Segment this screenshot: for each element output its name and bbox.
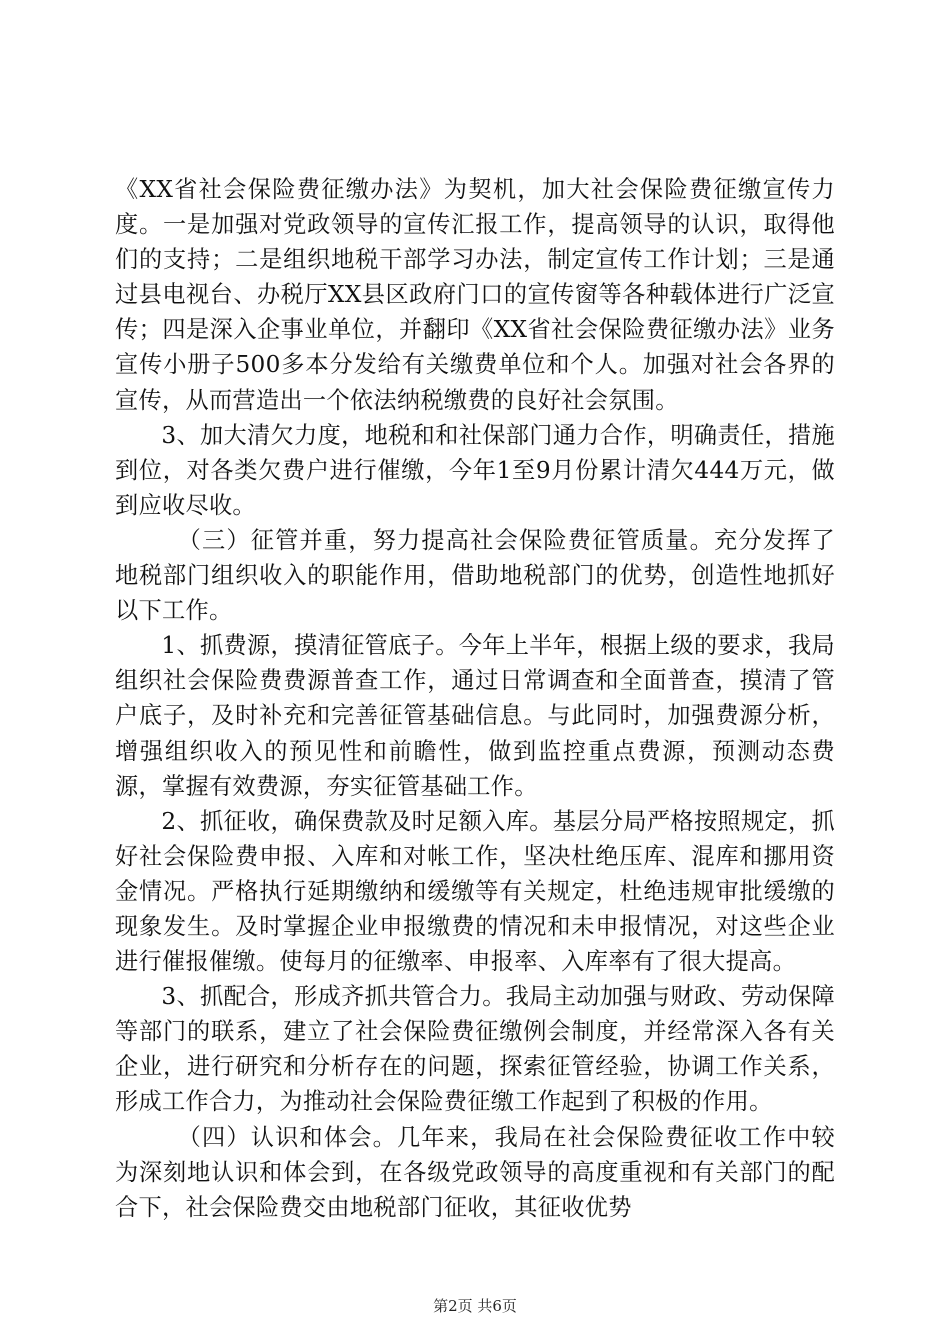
paragraph-section-4: （四）认识和体会。几年来，我局在社会保险费征收工作中较为深刻地认识和体会到，在各级党政领导的高度重视和有关部门的配合下，社会保险费交由地税部门征收，其征收优势 (115, 1123, 835, 1221)
paragraph-section-3: （三）征管并重，努力提高社会保险费征管质量。充分发挥了地税部门组织收入的职能作用，借助地税部门的优势，创造性地抓好以下工作。 (115, 526, 835, 625)
paragraph-item-3-arrears: 3、加大清欠力度，地税和和社保部门通力合作，明确责任，措施到位，对各类欠费户进行催缴，今年1至9月份累计清欠444万元，做到应收尽收。 (115, 421, 835, 519)
document-body (115, 172, 835, 1225)
paragraph-item-2-collection: 2、抓征收，确保费款及时足额入库。基层分局严格按照规定，抓好社会保险费申报、入库和对帐工作，坚决杜绝压库、混库和挪用资金情况。严格执行延期缴纳和缓缴等有关规定，杜绝违规审批缓缴的现象发生。及时掌握企业申报缴费的情况和未申报情况，对这些企业进行催报催缴。使每月的征缴率、申报率、入库率有了很大提高。 (115, 807, 835, 976)
paragraph-continuation: 《XX省社会保险费征缴办法》为契机，加大社会保险费征缴宣传力度。一是加强对党政领导的宣传汇报工作，提高领导的认识，取得他们的支持；二是组织地税干部学习办法，制定宣传工作计划；三是通过县电视台、办税厅XX县区政府门口的宣传窗等各种载体进行广泛宣传；四是深入企事业单位，并翻印《XX省社会保险费征缴办法》业务宣传小册子500多本分发给有关缴费单位和个人。加强对社会各界的宣传，从而营造出一个依法纳税缴费的良好社会氛围。 (115, 176, 835, 414)
paragraph-item-3-cooperation: 3、抓配合，形成齐抓共管合力。我局主动加强与财政、劳动保障等部门的联系，建立了社会保险费征缴例会制度，并经常深入各有关企业，进行研究和分析存在的问题，探索征管经验，协调工作关系，形成工作合力，为推动社会保险费征缴工作起到了积极的作用。 (115, 983, 835, 1116)
paragraph-item-1-sources: 1、抓费源，摸清征管底子。今年上半年，根据上级的要求，我局组织社会保险费费源普查工作，通过日常调查和全面普查，摸清了管户底子，及时补充和完善征管基础信息。与此同时，加强费源分析，增强组织收入的预见性和前瞻性，做到监控重点费源，预测动态费源，掌握有效费源，夯实征管基础工作。 (115, 632, 835, 800)
page-footer: 第2页 共6页 (433, 1297, 517, 1315)
